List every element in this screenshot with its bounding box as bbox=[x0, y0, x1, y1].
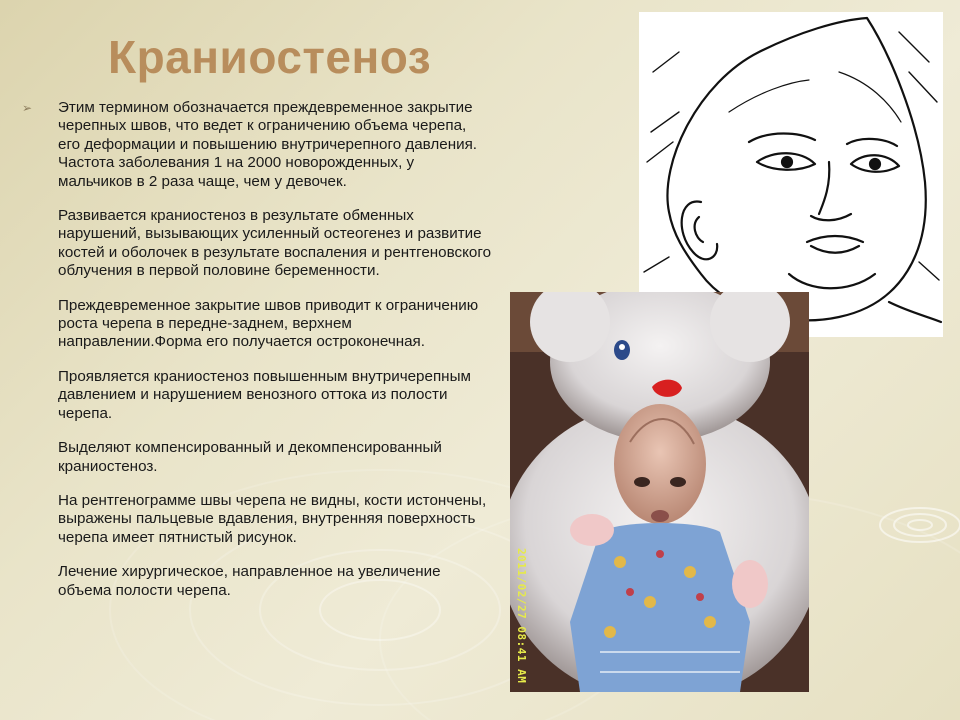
paragraph bbox=[22, 368, 492, 423]
photo-timestamp: 2011/02/27 08:41 AM bbox=[515, 548, 528, 684]
bullet-paragraph bbox=[22, 99, 492, 191]
paragraph bbox=[22, 297, 492, 352]
paragraph-text: Преждевременное закрытие швов приводит к ограничению роста черепа в передне-заднем, верхнем направлении.Форма его получается остроконечная. bbox=[58, 296, 479, 351]
paragraph bbox=[22, 439, 492, 476]
paragraph-text: Выделяют компенсированный и декомпенсированный краниостеноз. bbox=[58, 439, 442, 475]
baby-photo-image bbox=[510, 292, 809, 692]
arrow-bullet-icon: ➢ bbox=[22, 101, 33, 115]
slide-body bbox=[22, 99, 492, 616]
paragraph-text: Развивается краниостеноз в результате обменных нарушений, вызывающих усиленный остеогенез и развитие костей и оболочек в результате воспаления и рентгеновского облучения в первой половине беременности. bbox=[58, 207, 492, 280]
paragraph bbox=[22, 207, 492, 281]
slide-title: Краниостеноз bbox=[108, 31, 432, 83]
craniostenosis-sketch-image bbox=[639, 12, 943, 337]
paragraph-text: Этим термином обозначается преждевременное закрытие черепных швов, что ведет к ограничению объема черепа, его деформации и повышению внутричерепного давления. Частота заболевания 1 на 2000 новорожденных, у мальчиков в 2 раза чаще, чем у девочек. bbox=[58, 99, 478, 190]
paragraph-text: На рентгенограмме швы черепа не видны, кости истончены, выражены пальцевые вдавления, внутренняя поверхность черепа имеет пятнистый рисунок. bbox=[58, 491, 487, 546]
paragraph-text: Проявляется краниостеноз повышенным внутричерепным давлением и нарушением венозного оттока из полости черепа. bbox=[58, 367, 471, 422]
paragraph bbox=[22, 563, 492, 600]
paragraph-text: Лечение хирургическое, направленное на увеличение объема полости черепа. bbox=[58, 563, 441, 599]
paragraph bbox=[22, 492, 492, 547]
